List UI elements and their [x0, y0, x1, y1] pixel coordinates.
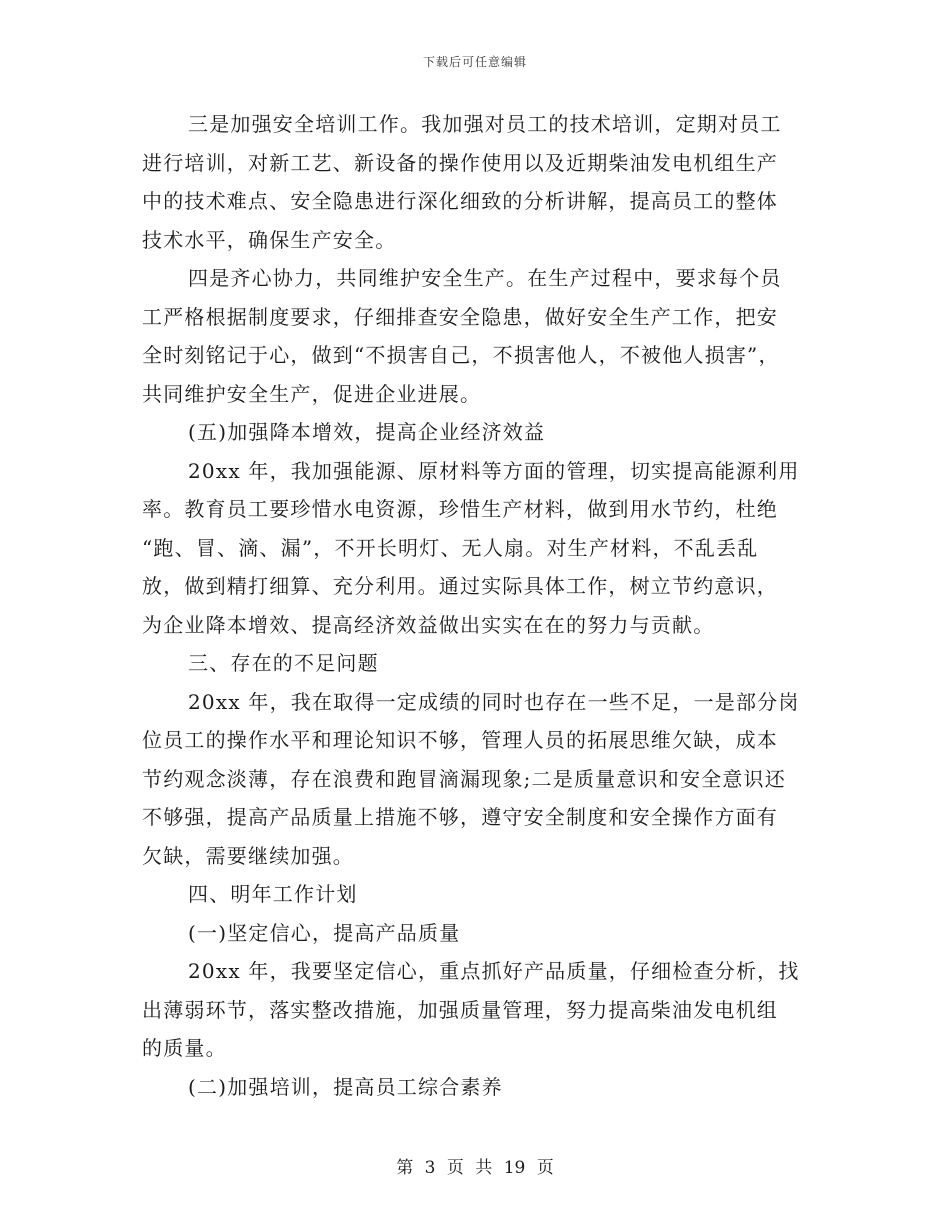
page-number: 第 3 页 共 19 页: [396, 1158, 554, 1178]
paragraph-line: 20xx 年，我在取得一定成绩的同时也存在一些不足，一是部分岗: [188, 689, 800, 714]
paragraph-line: 的质量。: [142, 1036, 227, 1060]
section-heading: (二)加强培训，提高员工综合素养: [188, 1074, 503, 1099]
paragraph-line: 位员工的操作水平和理论知识不够，管理人员的拓展思维欠缺，成本: [142, 728, 778, 752]
paragraph-line: 不够强，提高产品质量上措施不够，遵守安全制度和安全操作方面有: [142, 805, 778, 829]
paragraph-line: 率。教育员工要珍惜水电资源，珍惜生产材料，做到用水节约，杜绝: [142, 497, 778, 521]
section-heading: (五)加强降本增效，提高企业经济效益: [188, 420, 546, 444]
page-header: 下载后可任意编辑: [422, 55, 527, 69]
paragraph-line: 节约观念淡薄，存在浪费和跑冒滴漏现象;二是质量意识和安全意识还: [142, 766, 786, 791]
section-heading: 四、明年工作计划: [188, 882, 358, 906]
paragraph-line: 进行培训，对新工艺、新设备的操作使用以及近期柴油发电机组生产: [142, 150, 778, 175]
paragraph-line: 放，做到精打细算、充分利用。通过实际具体工作，树立节约意识，: [142, 574, 778, 598]
paragraph-line: 技术水平，确保生产安全。: [142, 227, 397, 252]
paragraph-line: 20xx 年，我加强能源、原材料等方面的管理，切实提高能源利用: [188, 458, 800, 483]
document-body: [142, 105, 807, 1106]
paragraph-line: 20xx 年，我要坚定信心，重点抓好产品质量，仔细检查分析，找: [188, 959, 800, 983]
section-heading: (一)坚定信心，提高产品质量: [188, 920, 461, 945]
paragraph-line: 共同维护安全生产，促进企业进展。: [142, 381, 482, 406]
paragraph-line: “跑、冒、滴、漏”，不开长明灯、无人扇。对生产材料，不乱丢乱: [142, 535, 759, 560]
paragraph-line: 欠缺，需要继续加强。: [142, 843, 354, 868]
paragraph-line: 三是加强安全培训工作。我加强对员工的技术培训，定期对员工: [188, 112, 782, 136]
paragraph-line: 四是齐心协力，共同维护安全生产。在生产过程中，要求每个员: [188, 266, 782, 290]
section-heading: 三、存在的不足问题: [188, 651, 379, 675]
paragraph-line: 全时刻铭记于心，做到“不损害自己，不损害他人，不被他人损害”，: [142, 343, 780, 367]
paragraph-line: 为企业降本增效、提高经济效益做出实实在在的努力与贡献。: [142, 612, 715, 637]
paragraph-line: 出薄弱环节，落实整改措施，加强质量管理，努力提高柴油发电机组: [142, 997, 778, 1022]
paragraph-line: 工严格根据制度要求，仔细排查安全隐患，做好安全生产工作，把安: [142, 304, 778, 329]
paragraph-line: 中的技术难点、安全隐患进行深化细致的分析讲解，提高员工的整体: [142, 189, 778, 213]
